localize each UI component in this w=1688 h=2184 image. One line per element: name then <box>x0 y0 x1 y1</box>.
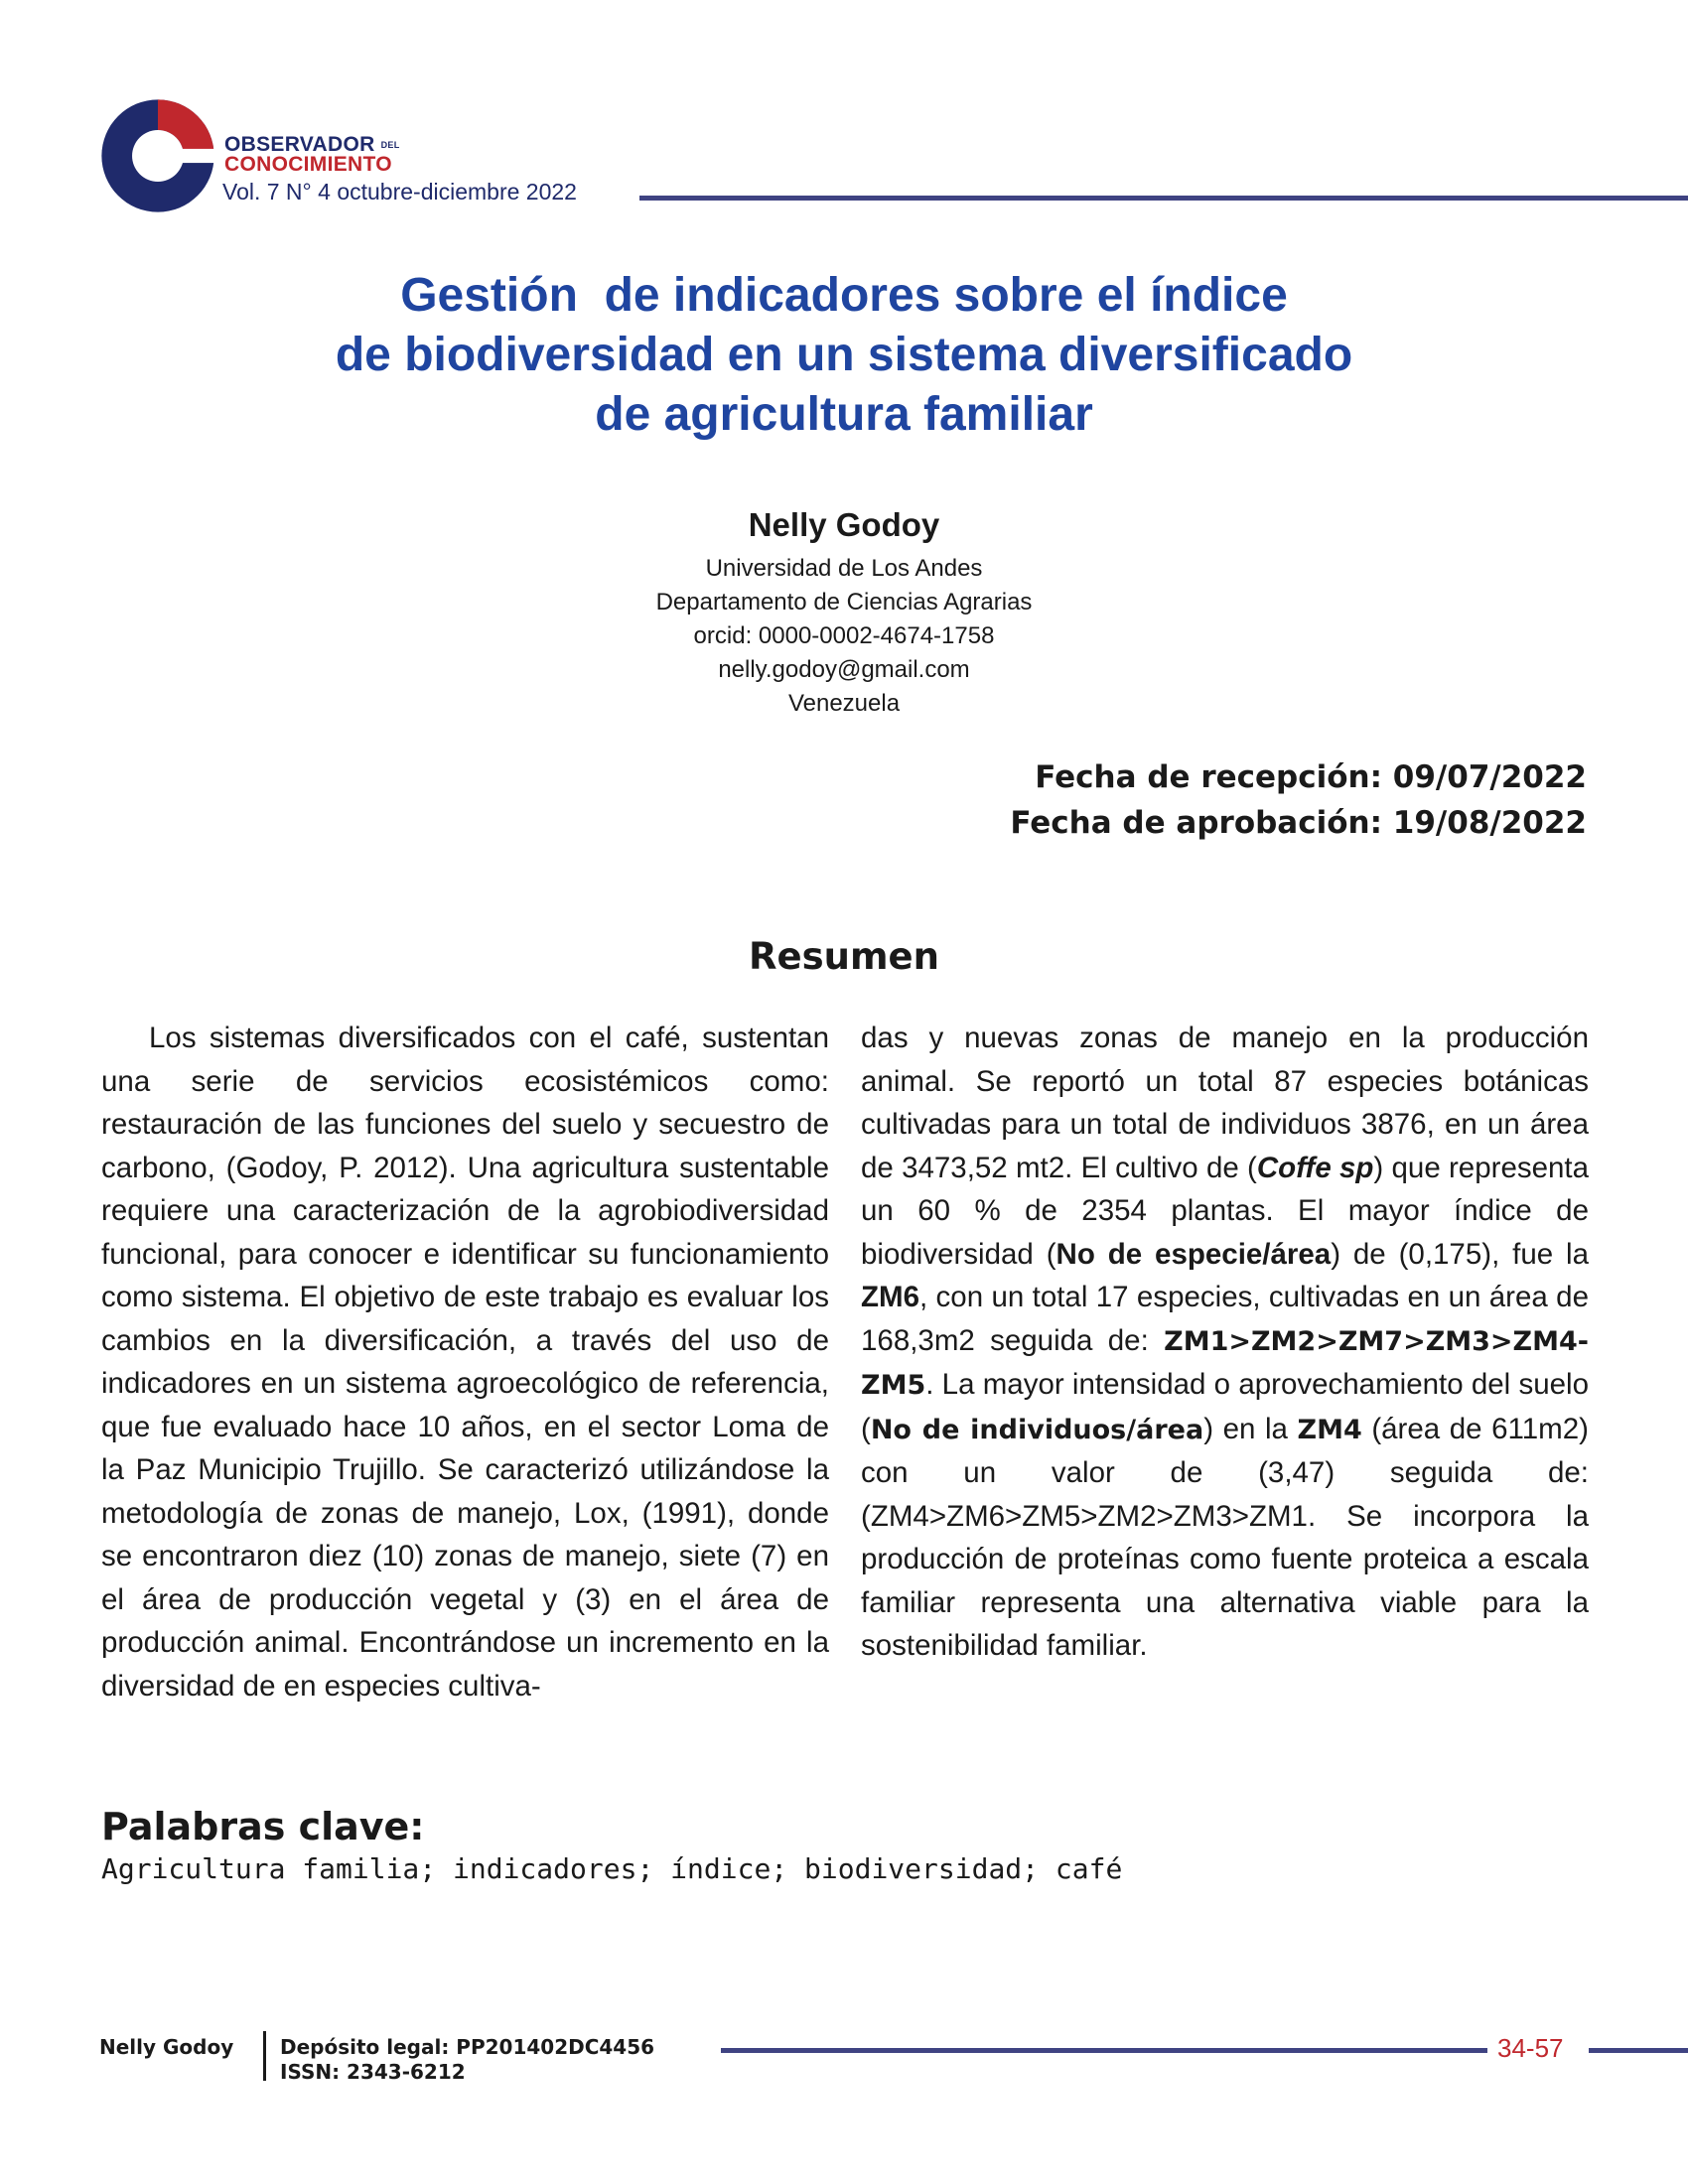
reception-date: Fecha de recepción: 09/07/2022 <box>1035 759 1587 795</box>
page-range: 34-57 <box>1497 2033 1564 2063</box>
footer-divider-end <box>1589 2048 1688 2053</box>
abstract-text: (área de 611m2) con un valor de (3,47) seguida de: (ZM4>ZM6>ZM5>ZM2>ZM3>ZM1. Se incorpora la producción de proteínas como fuente proteica a escala familiar representa una alternativa viable para la sostenibilidad familiar. <box>861 1412 1589 1662</box>
affiliation-university: Universidad de Los Andes <box>705 555 983 582</box>
author-affiliation <box>0 552 1688 721</box>
species-name: Coffe sp <box>1256 1151 1374 1184</box>
article-title <box>149 266 1539 445</box>
abstract-text: . La mayor intensidad o aprovechamiento del suelo ( <box>861 1368 1589 1445</box>
footer-author: Nelly Godoy <box>99 2035 234 2059</box>
journal-name <box>224 135 400 174</box>
title-line-3: de agricultura familiar <box>595 388 1093 441</box>
footer-issn: ISSN: 2343-6212 <box>280 2060 466 2084</box>
author-orcid: orcid: 0000-0002-4674-1758 <box>693 622 995 649</box>
keywords-heading: Palabras clave: <box>101 1805 425 1848</box>
approval-date: Fecha de aprobación: 19/08/2022 <box>1010 805 1587 841</box>
journal-name-line1: OBSERVADOR <box>224 133 375 156</box>
title-line-2: de biodiversidad en un sistema diversificado <box>335 329 1353 381</box>
abstract-bold-term: No de especie/área <box>1055 1237 1332 1271</box>
abstract-left-text: Los sistemas diversificados con el café, sustentan una serie de servicios ecosistémicos como: restauración de las funciones del suelo y secuestro de carbono, (Godoy, P. 2012). Una agricultura sustentable requiere una caracterización de la agrobiodiversidad funcional, para conocer e identificar su funcionamiento como sistema. El objetivo de este trabajo es evaluar los cambios en la diversificación, a través del uso de indicadores en un sistema agroecológico de referencia, que fue evaluado hace 10 años, en el sector Loma de la Paz Municipio Trujillo. Se caracterizó utilizándose la metodología de zonas de manejo, Lox, (1991), donde se encontraron diez (10) zonas de manejo, siete (7) en el área de producción vegetal y (3) en el área de producción animal. Encontrándose un incremento en la diversidad de en especies cultiva- <box>101 1022 829 1703</box>
abstract-text: das y nuevas zonas de manejo en la producción animal. Se reportó un total 87 especies botánicas cultivadas para un total de individuos 3876, en un área de 3473,52 mt2. El cultivo de ( <box>861 1022 1589 1184</box>
journal-name-del: DEL <box>380 139 400 150</box>
keywords-list: Agricultura familia; indicadores; índice; biodiversidad; café <box>101 1852 1123 1885</box>
submission-dates <box>1010 754 1587 846</box>
abstract-heading: Resumen <box>749 935 939 978</box>
footer-legal <box>280 2035 654 2085</box>
author-name: Nelly Godoy <box>748 506 940 543</box>
affiliation-department: Departamento de Ciencias Agrarias <box>655 589 1033 615</box>
footer-separator <box>263 2031 266 2081</box>
author-email: nelly.godoy@gmail.com <box>718 656 970 683</box>
abstract-bold-term: No de individuos/área <box>870 1414 1204 1445</box>
footer-divider <box>721 2048 1487 2053</box>
author-country: Venezuela <box>787 690 901 717</box>
header-divider <box>639 196 1688 201</box>
journal-logo <box>99 97 216 214</box>
abstract-left-column <box>101 1017 829 1707</box>
abstract-right-column <box>861 1017 1589 1668</box>
footer-deposit: Depósito legal: PP201402DC4456 <box>280 2035 655 2059</box>
abstract-text: ) en la <box>1203 1412 1298 1445</box>
title-line-1: Gestión de indicadores sobre el índice <box>400 269 1288 322</box>
abstract-bold-term: ZM1>ZM2>ZM7>ZM3>ZM4-ZM5 <box>861 1325 1589 1401</box>
journal-volume: Vol. 7 N° 4 octubre-diciembre 2022 <box>222 179 577 205</box>
abstract-text: , con un total 17 especies, cultivadas en un área de 168,3m2 seguida de: <box>861 1281 1589 1357</box>
abstract-bold-term: ZM6 <box>861 1281 919 1313</box>
journal-name-line2: CONOCIMIENTO <box>224 152 392 176</box>
abstract-text: ) que representa un 60 % de 2354 plantas. El mayor índice de biodiversidad ( <box>861 1151 1590 1271</box>
abstract-bold-term: ZM4 <box>1297 1414 1362 1445</box>
abstract-text: ) de (0,175), fue la <box>1331 1237 1589 1271</box>
